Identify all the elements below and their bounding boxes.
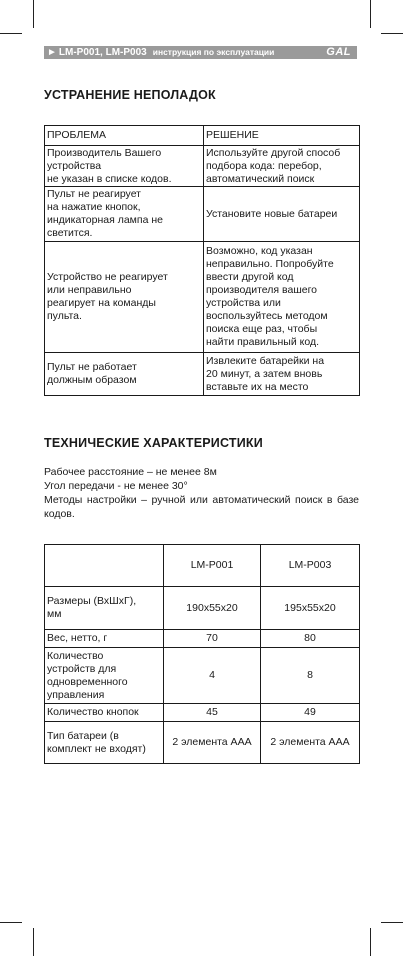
value-lm-p001: 190х55х20	[164, 587, 261, 630]
crop-mark	[381, 922, 403, 923]
problem-cell: Пульт не реагирует на нажатие кнопок, индикаторная лампа не светится.	[45, 187, 204, 242]
table-row	[45, 648, 360, 704]
column-header-lm-p003: LM-P003	[261, 545, 360, 587]
crop-mark	[370, 928, 371, 956]
table-row	[45, 187, 360, 242]
crop-mark	[0, 33, 22, 34]
table-row	[45, 704, 360, 722]
spec-line-angle: Угол передачи - не менее 30°	[44, 480, 188, 492]
troubleshooting-title: УСТРАНЕНИЕ НЕПОЛАДОК	[44, 88, 216, 102]
crop-mark	[33, 928, 34, 956]
problem-cell: Устройство не реагирует или неправильно реагирует на команды пульта.	[45, 242, 204, 353]
value-lm-p001: 70	[164, 630, 261, 648]
column-header-solution: РЕШЕНИЕ	[204, 126, 360, 146]
solution-cell: Возможно, код указан неправильно. Попробуйте ввести другой код производителя вашего устройства или воспользуйтесь методом поиска еще раз, чтобы найти правильный код.	[204, 242, 360, 353]
header-subtitle: инструкция по эксплуатации	[152, 47, 275, 57]
value-lm-p003: 49	[261, 704, 360, 722]
row-label: Размеры (ВхШхГ), мм	[45, 587, 164, 630]
crop-mark	[33, 0, 34, 28]
table-header-row	[45, 126, 360, 146]
value-lm-p001: 2 элемента ААА	[164, 722, 261, 764]
row-label: Количество устройств для одновременного управления	[45, 648, 164, 704]
column-header-problem: ПРОБЛЕМА	[45, 126, 204, 146]
table-row	[45, 353, 360, 396]
row-label: Количество кнопок	[45, 704, 164, 722]
value-lm-p003: 2 элемента ААА	[261, 722, 360, 764]
table-row	[45, 146, 360, 187]
row-label: Вес, нетто, г	[45, 630, 164, 648]
problem-cell: Производитель Вашего устройства не указан в списке кодов.	[45, 146, 204, 187]
row-label: Тип батареи (в комплект не входят)	[45, 722, 164, 764]
value-lm-p003: 195х55х20	[261, 587, 360, 630]
crop-mark	[0, 922, 22, 923]
value-lm-p001: 45	[164, 704, 261, 722]
specs-table	[44, 544, 360, 764]
model-names: LM-P001, LM-P003	[58, 47, 147, 58]
table-row	[45, 722, 360, 764]
spec-line-range: Рабочее расстояние – не менее 8м	[44, 466, 217, 478]
table-row	[45, 630, 360, 648]
solution-cell: Извлеките батарейки на 20 минут, а затем вновь вставьте их на место	[204, 353, 360, 396]
table-row	[45, 587, 360, 630]
crop-mark	[370, 0, 371, 28]
table-row	[45, 242, 360, 353]
table-header-row	[45, 545, 360, 587]
problem-cell: Пульт не работает должным образом	[45, 353, 204, 396]
crop-mark	[381, 33, 403, 34]
spec-line-methods: Методы настройки – ручной или автоматический поиск в базе кодов.	[44, 494, 359, 520]
solution-cell: Установите новые батареи	[204, 187, 360, 242]
column-header-empty	[45, 545, 164, 587]
page-header	[44, 46, 357, 59]
arrow-icon: ►	[47, 47, 57, 58]
brand-logo: GAL	[326, 46, 351, 58]
value-lm-p003: 80	[261, 630, 360, 648]
troubleshooting-table	[44, 125, 360, 396]
solution-cell: Используйте другой способ подбора кода: перебор, автоматический поиск	[204, 146, 360, 187]
column-header-lm-p001: LM-P001	[164, 545, 261, 587]
specs-title: ТЕХНИЧЕСКИЕ ХАРАКТЕРИСТИКИ	[44, 436, 263, 450]
value-lm-p003: 8	[261, 648, 360, 704]
value-lm-p001: 4	[164, 648, 261, 704]
specs-description	[44, 465, 359, 521]
